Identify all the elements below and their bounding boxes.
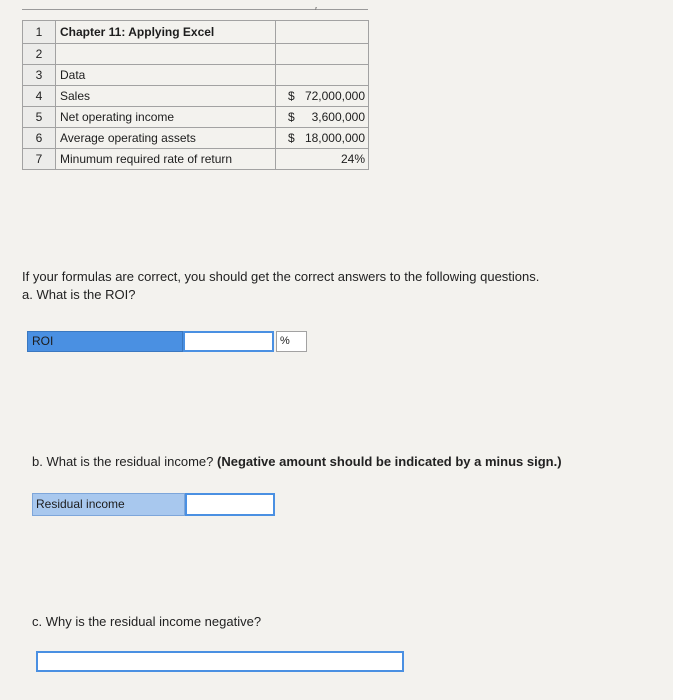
residual-income-row — [32, 493, 275, 516]
amount: 72,000,000 — [304, 89, 365, 103]
roi-answer-row — [27, 331, 307, 352]
sheet-title-cell: Chapter 11: Applying Excel — [56, 21, 276, 44]
row-number: 1 — [23, 21, 56, 44]
question-b — [32, 454, 562, 469]
spreadsheet-grid — [22, 20, 369, 170]
value-cell — [276, 107, 369, 128]
question-c: c. Why is the residual income negative? — [32, 614, 262, 629]
label-cell — [56, 44, 276, 65]
sheet-corner-mark: ′ — [315, 6, 317, 17]
amount: 18,000,000 — [304, 131, 365, 145]
label-cell: Net operating income — [56, 107, 276, 128]
table-row — [23, 44, 369, 65]
row-number: 5 — [23, 107, 56, 128]
value-cell — [276, 65, 369, 86]
percent-unit: % — [276, 331, 307, 352]
row-number: 3 — [23, 65, 56, 86]
value-cell: 24% — [276, 149, 369, 170]
instructions — [22, 268, 539, 304]
table-row — [23, 86, 369, 107]
label-cell: Minumum required rate of return — [56, 149, 276, 170]
table-row — [23, 107, 369, 128]
row-number: 2 — [23, 44, 56, 65]
value-cell — [276, 21, 369, 44]
explanation-input[interactable] — [36, 651, 404, 672]
table-row — [23, 21, 369, 44]
roi-label: ROI — [32, 334, 54, 348]
value-cell — [276, 86, 369, 107]
question-b-text: b. What is the residual income? — [32, 454, 214, 469]
row-number: 6 — [23, 128, 56, 149]
currency-symbol: $ — [288, 89, 295, 103]
currency-symbol: $ — [288, 131, 295, 145]
residual-income-label: Residual income — [32, 493, 185, 516]
currency-symbol: $ — [288, 110, 295, 124]
label-cell: Sales — [56, 86, 276, 107]
question-b-note: (Negative amount should be indicated by a minus sign.) — [217, 454, 562, 469]
row-number: 7 — [23, 149, 56, 170]
amount: 3,600,000 — [311, 110, 365, 124]
value-cell — [276, 128, 369, 149]
instructions-line: If your formulas are correct, you should get the correct answers to the following questions. — [22, 269, 540, 284]
table-row — [23, 128, 369, 149]
value-cell — [276, 44, 369, 65]
residual-income-input[interactable] — [185, 493, 275, 516]
table-row — [23, 65, 369, 86]
label-cell: Average operating assets — [56, 128, 276, 149]
table-row — [23, 149, 369, 170]
row-number: 4 — [23, 86, 56, 107]
roi-label-cell — [27, 331, 183, 352]
question-a: a. What is the ROI? — [22, 287, 136, 302]
label-cell: Data — [56, 65, 276, 86]
roi-input[interactable] — [183, 331, 274, 352]
